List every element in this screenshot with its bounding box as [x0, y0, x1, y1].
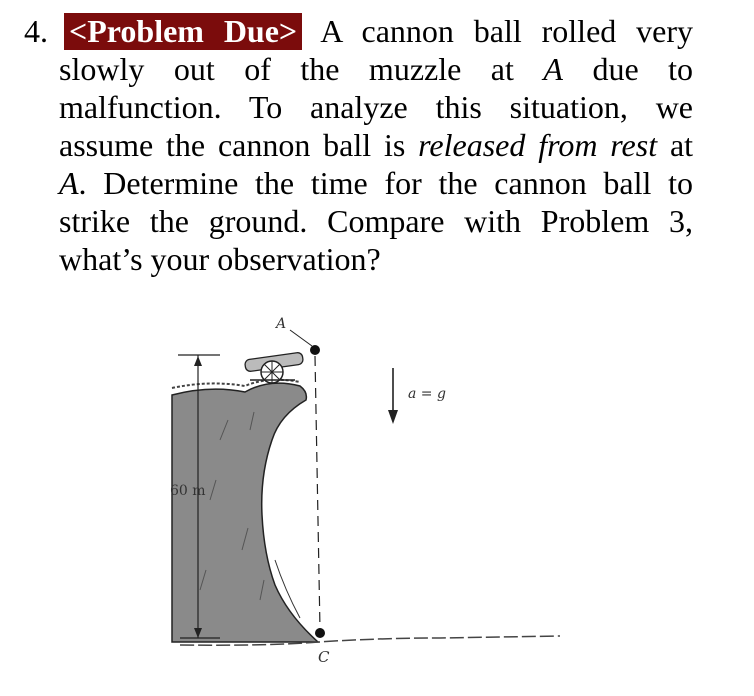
- cliff-shape: [172, 383, 318, 642]
- problem-line-1-text: A cannon ball rolled very: [320, 13, 694, 49]
- problem-line-4: assume the cannon ball is released from rest at: [59, 127, 694, 163]
- problem-line-1: [64, 12, 693, 50]
- label-a: A: [276, 316, 287, 332]
- label-acceleration: a = g: [408, 386, 446, 402]
- label-c: C: [318, 648, 330, 666]
- label-height: 60 m: [170, 483, 206, 499]
- cliff-figure: [150, 300, 580, 690]
- problem-line-5: A. Determine the time for the cannon ball to: [59, 165, 693, 201]
- point-a-ref: A: [543, 51, 563, 87]
- problem-due-tag: <Problem Due>: [64, 13, 302, 50]
- cliff-diagram: [150, 300, 580, 690]
- ball-at-a: [310, 345, 320, 355]
- problem-number: 4.: [24, 13, 48, 49]
- cannon-icon: [244, 352, 303, 383]
- released-from-rest-emphasis: released from rest: [418, 127, 658, 163]
- fall-path: [315, 356, 320, 630]
- problem-text: [0, 0, 754, 290]
- problem-line-6: strike the ground. Compare with Problem 3,: [59, 203, 693, 239]
- problem-line-7: what’s your observation?: [59, 241, 381, 277]
- point-a-ref-2: A: [59, 165, 79, 201]
- ball-at-c: [315, 628, 325, 638]
- problem-line-3: malfunction. To analyze this situation, we: [59, 89, 693, 125]
- problem-line-2: slowly out of the muzzle at A due to: [59, 51, 694, 87]
